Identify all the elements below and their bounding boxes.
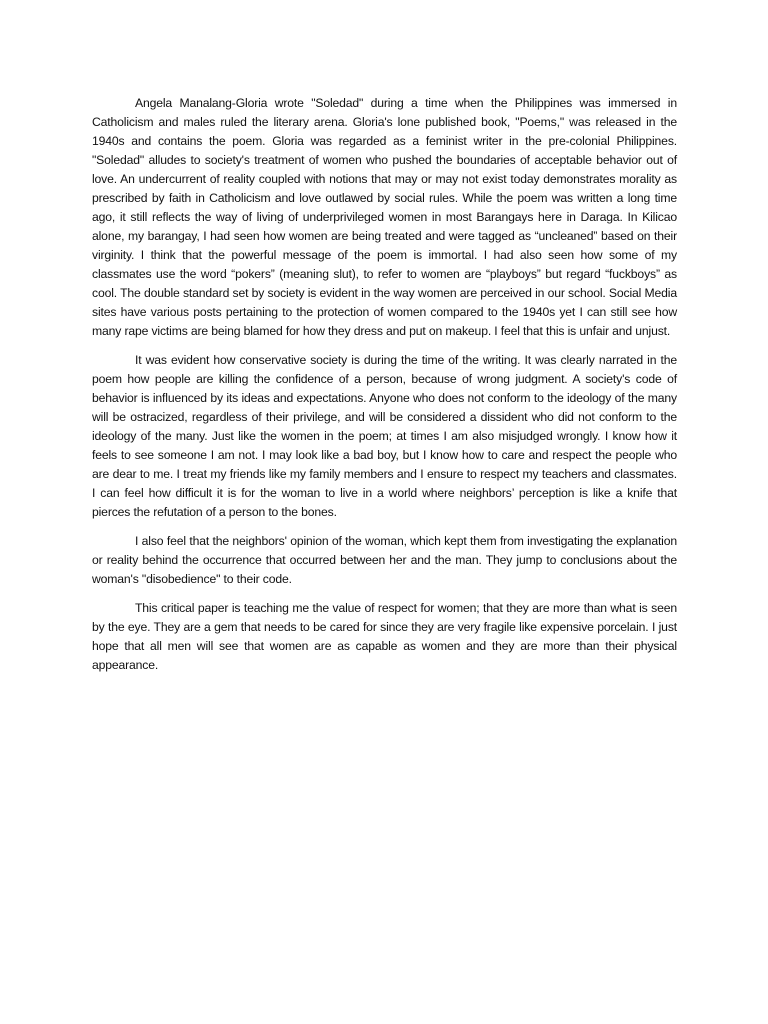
paragraph-1: Angela Manalang-Gloria wrote "Soledad" during a time when the Philippines was immersed in Catholicism and males ruled the literary arena. Gloria's lone published book, "Poems," was released in the 1940s and contains the poem. Gloria was regarded as a feminist writer in the pre-colonial Philippines. "Soledad" alludes to society's treatment of women who pushed the boundaries of acceptable behavior out of love. An undercurrent of reality coupled with notions that may or may not exist today demonstrates morality as prescribed by faith in Catholicism and love outlawed by social rules. While the poem was written a long time ago, it still reflects the way of living of underprivileged women in most Barangays here in Daraga. In Kilicao alone, my barangay, I had seen how women are being treated and were tagged as “uncleaned” based on their virginity. I think that the powerful message of the poem is immortal. I had also seen how some of my classmates use the word “pokers” (meaning slut), to refer to women are “playboys” but regard “fuckboys” as cool. The double standard set by society is evident in the way women are perceived in our school. Social Media sites have various posts pertaining to the protection of women compared to the 1940s yet I can still see how many rape victims are being blamed for how they dress and put on makeup. I feel that this is unfair and unjust.	[92, 96, 677, 338]
paragraph-3: I also feel that the neighbors' opinion of the woman, which kept them from investigating the explanation or reality behind the occurrence that occurred between her and the man. They jump to conclusions about the woman's "disobedience" to their code.	[92, 534, 677, 586]
essay-body	[92, 94, 677, 685]
paragraph-4: This critical paper is teaching me the value of respect for women; that they are more than what is seen by the eye. They are a gem that needs to be cared for since they are very fragile like expensive porcelain. I just hope that all men will see that women are as capable as women and they are more than their physical appearance.	[92, 601, 677, 672]
paragraph-2: It was evident how conservative society is during the time of the writing. It was clearly narrated in the poem how people are killing the confidence of a person, because of wrong judgment. A society's code of behavior is influenced by its ideas and expectations. Anyone who does not conform to the ideology of the many will be ostracized, regardless of their privilege, and will be considered a dissident who did not conform to the ideology of the many. Just like the women in the poem; at times I am also misjudged wrongly. I know how it feels to see someone I am not. I may look like a bad boy, but I know how to care and respect the people who are dear to me. I treat my friends like my family members and I ensure to respect my teachers and classmates. I can feel how difficult it is for the woman to live in a world where neighbors’ perception is like a knife that pierces the refutation of a person to the bones.	[92, 353, 677, 519]
